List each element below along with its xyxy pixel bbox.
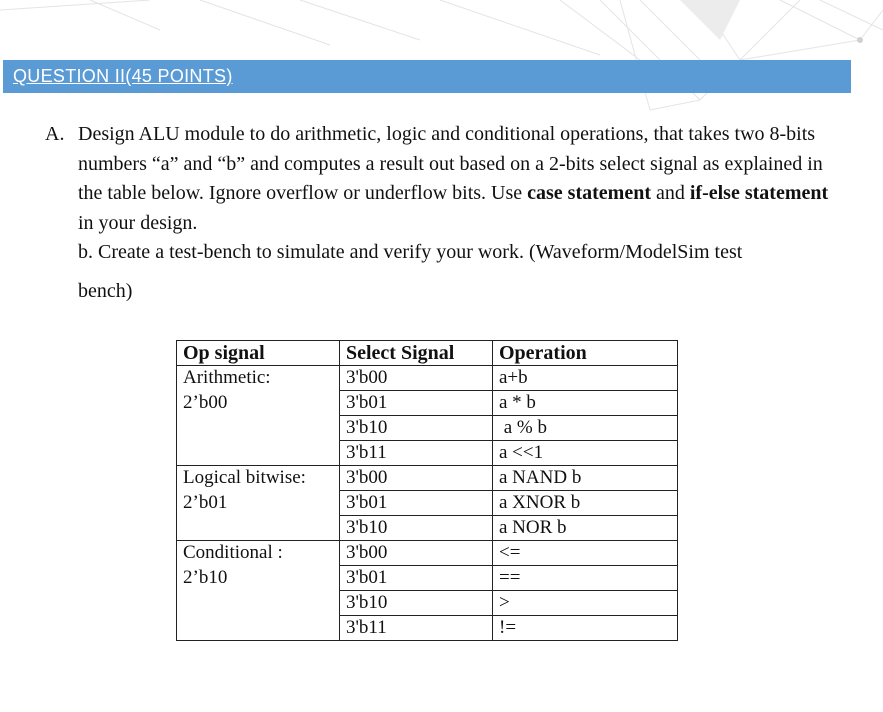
group-spacer — [177, 516, 340, 541]
part-a-text: Design ALU module to do arithmetic, logic and conditional operations, that takes two 8-bits numbers “a” and “b” and computes a result out based on a 2-bits select signal as explained in the table below. Ignore overflow or underflow bits. Use — [78, 123, 823, 204]
group-code-conditional: 2’b10 — [177, 566, 340, 591]
operation-cell: a NOR b — [493, 516, 678, 541]
select-cell: 3'b00 — [340, 541, 493, 566]
select-cell: 3'b10 — [340, 416, 493, 441]
operation-cell: a * b — [493, 391, 678, 416]
group-code-logical: 2’b01 — [177, 491, 340, 516]
group-spacer — [177, 441, 340, 466]
header-op-signal: Op signal — [177, 341, 340, 366]
part-a-and: and — [650, 182, 690, 204]
group-name-logical: Logical bitwise: — [177, 466, 340, 491]
select-cell: 3'b00 — [340, 466, 493, 491]
table-row — [177, 616, 678, 641]
select-cell: 3'b11 — [340, 616, 493, 641]
part-a-end: in your design. — [78, 211, 198, 234]
table-row — [177, 441, 678, 466]
table-row — [177, 516, 678, 541]
group-name-conditional: Conditional : — [177, 541, 340, 566]
table-row — [177, 566, 678, 591]
question-marker: A. — [45, 123, 65, 145]
group-name-arithmetic: Arithmetic: — [177, 366, 340, 391]
question-part-b: b. Create a test-bench to simulate and verify your work. (Waveform/ModelSim test — [78, 241, 743, 263]
header-select-signal: Select Signal — [340, 341, 493, 366]
operation-cell: a NAND b — [493, 466, 678, 491]
section-title: QUESTION II(45 POINTS) — [13, 66, 233, 86]
table-row — [177, 466, 678, 491]
operation-cell: a XNOR b — [493, 491, 678, 516]
question-part-b-cont: bench) — [78, 279, 133, 302]
operation-cell: a <<1 — [493, 441, 678, 466]
operation-cell: > — [493, 591, 678, 616]
select-cell: 3'b01 — [340, 566, 493, 591]
operation-cell: a % b — [493, 416, 678, 441]
operation-cell: != — [493, 616, 678, 641]
select-cell: 3'b01 — [340, 491, 493, 516]
select-cell: 3'b00 — [340, 366, 493, 391]
bold-if-else-statement: if-else statement — [689, 182, 829, 204]
group-spacer — [177, 616, 340, 641]
group-spacer — [177, 591, 340, 616]
bold-case-statement: case statement — [527, 182, 651, 204]
operation-cell: a+b — [493, 366, 678, 391]
select-cell: 3'b10 — [340, 516, 493, 541]
table-row — [177, 491, 678, 516]
question-body — [45, 120, 845, 306]
table-row — [177, 366, 678, 391]
question-part-a — [78, 120, 845, 238]
select-cell: 3'b11 — [340, 441, 493, 466]
header-operation: Operation — [493, 341, 678, 366]
table-header-row — [177, 341, 678, 366]
operations-table — [176, 340, 678, 641]
select-cell: 3'b01 — [340, 391, 493, 416]
table-row — [177, 541, 678, 566]
table-row — [177, 391, 678, 416]
select-cell: 3'b10 — [340, 591, 493, 616]
operation-cell: == — [493, 566, 678, 591]
group-spacer — [177, 416, 340, 441]
group-code-arithmetic: 2’b00 — [177, 391, 340, 416]
operation-cell: <= — [493, 541, 678, 566]
table-row — [177, 591, 678, 616]
table-row — [177, 416, 678, 441]
section-header — [3, 60, 851, 93]
